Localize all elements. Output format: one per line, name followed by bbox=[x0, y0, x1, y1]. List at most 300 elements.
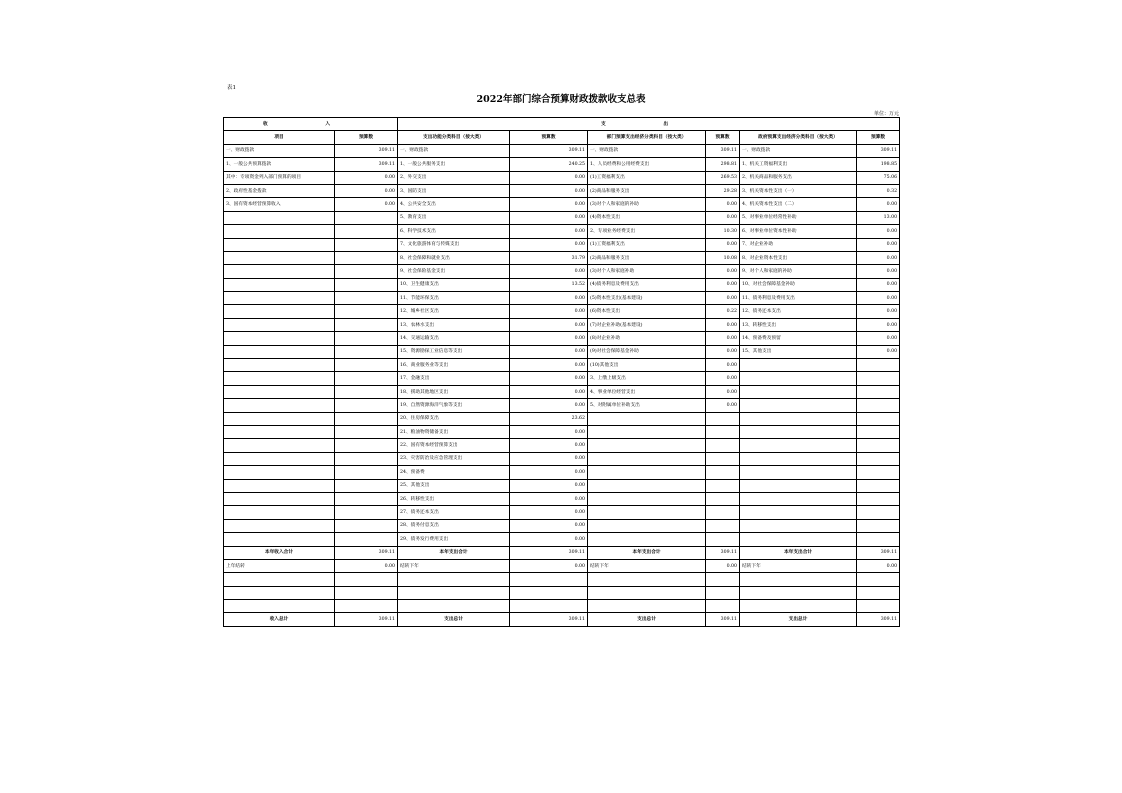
cell-gov-budget: 0.00 bbox=[857, 345, 900, 358]
cell-income-budget bbox=[335, 586, 398, 599]
cell-dept-budget: 309.11 bbox=[706, 613, 740, 626]
cell-income-item: 3、国有资本经营预算收入 bbox=[224, 198, 335, 211]
cell-income-item bbox=[224, 385, 335, 398]
cell-income-budget bbox=[335, 533, 398, 546]
cell-func-item: 27、债务还本支出 bbox=[398, 506, 510, 519]
cell-dept-item: (6)资本性支出 bbox=[588, 305, 706, 318]
cell-dept-budget: 0.00 bbox=[706, 359, 740, 372]
cell-gov-item bbox=[740, 533, 857, 546]
cell-dept-item: (7)对企业补助(基本建设) bbox=[588, 318, 706, 331]
cell-income-item bbox=[224, 238, 335, 251]
cell-func-item: 26、转移性支出 bbox=[398, 492, 510, 505]
cell-dept-item: 3、上缴上级支出 bbox=[588, 372, 706, 385]
cell-dept-item bbox=[588, 425, 706, 438]
cell-income-item: 本年收入合计 bbox=[224, 546, 335, 559]
cell-dept-item: 结转下年 bbox=[588, 559, 706, 572]
cell-dept-budget bbox=[706, 600, 740, 613]
cell-func-budget: 0.00 bbox=[510, 452, 588, 465]
cell-func-item: 25、其他支出 bbox=[398, 479, 510, 492]
table-row bbox=[224, 452, 900, 465]
cell-dept-item: (1)工资福利支出 bbox=[588, 171, 706, 184]
cell-income-budget bbox=[335, 225, 398, 238]
cell-income-item: 2、政府性基金拨款 bbox=[224, 184, 335, 197]
cell-func-budget: 0.00 bbox=[510, 332, 588, 345]
cell-dept-budget: 0.00 bbox=[706, 372, 740, 385]
cell-dept-item: 1、人员经费和公用经费支出 bbox=[588, 158, 706, 171]
cell-func-item: 1、一般公共服务支出 bbox=[398, 158, 510, 171]
cell-func-budget: 0.00 bbox=[510, 466, 588, 479]
cell-income-budget bbox=[335, 412, 398, 425]
cell-dept-item: (2)商品和服务支出 bbox=[588, 251, 706, 264]
cell-dept-budget bbox=[706, 466, 740, 479]
cell-income-budget bbox=[335, 399, 398, 412]
cell-income-budget bbox=[335, 211, 398, 224]
cell-income-item bbox=[224, 600, 335, 613]
cell-func-budget: 0.00 bbox=[510, 385, 588, 398]
cell-income-budget bbox=[335, 305, 398, 318]
table-row bbox=[224, 385, 900, 398]
cell-dept-item: (4)资本性支出 bbox=[588, 211, 706, 224]
cell-gov-budget bbox=[857, 399, 900, 412]
cell-income-budget: 0.00 bbox=[335, 198, 398, 211]
table-row bbox=[224, 211, 900, 224]
cell-dept-item bbox=[588, 506, 706, 519]
cell-dept-budget: 0.00 bbox=[706, 265, 740, 278]
cell-gov-budget bbox=[857, 425, 900, 438]
table-row bbox=[224, 251, 900, 264]
cell-gov-item: 15、其他支出 bbox=[740, 345, 857, 358]
cell-dept-item: (9)对社会保障基金补助 bbox=[588, 345, 706, 358]
cell-income-item bbox=[224, 359, 335, 372]
cell-gov-item bbox=[740, 359, 857, 372]
cell-func-budget: 23.62 bbox=[510, 412, 588, 425]
cell-gov-item: 11、债务利息及费用支出 bbox=[740, 292, 857, 305]
cell-gov-budget: 13.00 bbox=[857, 211, 900, 224]
cell-gov-budget: 0.00 bbox=[857, 198, 900, 211]
cell-dept-budget: 0.00 bbox=[706, 292, 740, 305]
cell-dept-budget: 0.00 bbox=[706, 198, 740, 211]
cell-gov-item bbox=[740, 399, 857, 412]
cell-func-budget: 0.00 bbox=[510, 359, 588, 372]
cell-income-budget bbox=[335, 506, 398, 519]
cell-dept-budget bbox=[706, 533, 740, 546]
cell-income-item bbox=[224, 506, 335, 519]
cell-func-budget: 0.00 bbox=[510, 225, 588, 238]
cell-func-budget: 309.11 bbox=[510, 613, 588, 626]
cell-income-item bbox=[224, 533, 335, 546]
cell-income-item: 收入总计 bbox=[224, 613, 335, 626]
cell-gov-item bbox=[740, 385, 857, 398]
table-row bbox=[224, 533, 900, 546]
empty-row bbox=[224, 573, 900, 586]
cell-dept-budget: 10.08 bbox=[706, 251, 740, 264]
col-dept-budget: 预算数 bbox=[706, 131, 740, 144]
cell-gov-budget bbox=[857, 506, 900, 519]
cell-dept-budget bbox=[706, 492, 740, 505]
cell-func-item: 13、农林水支出 bbox=[398, 318, 510, 331]
cell-income-budget bbox=[335, 238, 398, 251]
cell-income-budget bbox=[335, 292, 398, 305]
cell-func-budget: 309.11 bbox=[510, 546, 588, 559]
cell-func-budget: 0.00 bbox=[510, 399, 588, 412]
cell-dept-budget bbox=[706, 412, 740, 425]
cell-dept-budget bbox=[706, 439, 740, 452]
col-gov-budget: 预算数 bbox=[857, 131, 900, 144]
col-income-budget: 预算数 bbox=[335, 131, 398, 144]
cell-gov-budget: 0.00 bbox=[857, 332, 900, 345]
cell-func-item bbox=[398, 586, 510, 599]
cell-gov-item bbox=[740, 466, 857, 479]
empty-row bbox=[224, 600, 900, 613]
cell-func-budget: 0.00 bbox=[510, 479, 588, 492]
cell-func-item: 支出总计 bbox=[398, 613, 510, 626]
cell-func-item: 11、节能环保支出 bbox=[398, 292, 510, 305]
table-row bbox=[224, 359, 900, 372]
cell-dept-item bbox=[588, 439, 706, 452]
cell-func-item: 结转下年 bbox=[398, 559, 510, 572]
table-row bbox=[224, 292, 900, 305]
cell-func-budget: 31.79 bbox=[510, 251, 588, 264]
cell-gov-item bbox=[740, 439, 857, 452]
empty-row bbox=[224, 586, 900, 599]
cell-income-budget bbox=[335, 318, 398, 331]
cell-gov-budget: 0.00 bbox=[857, 292, 900, 305]
cell-func-item: 7、文化旅游体育与传媒支出 bbox=[398, 238, 510, 251]
cell-dept-item: (5)资本性支出(基本建设) bbox=[588, 292, 706, 305]
cell-dept-item bbox=[588, 533, 706, 546]
expense-group-header: 支 出 bbox=[398, 118, 900, 131]
cell-income-budget bbox=[335, 573, 398, 586]
cell-dept-item bbox=[588, 586, 706, 599]
cell-gov-budget bbox=[857, 519, 900, 532]
cell-func-budget: 13.52 bbox=[510, 278, 588, 291]
table-row bbox=[224, 332, 900, 345]
cell-dept-item: 5、对附属单位补助支出 bbox=[588, 399, 706, 412]
table-row bbox=[224, 305, 900, 318]
cell-income-item bbox=[224, 278, 335, 291]
table-row bbox=[224, 399, 900, 412]
cell-income-budget bbox=[335, 466, 398, 479]
cell-dept-budget: 10.30 bbox=[706, 225, 740, 238]
cell-func-item: 18、援助其他地区支出 bbox=[398, 385, 510, 398]
cell-gov-budget bbox=[857, 492, 900, 505]
cell-dept-budget: 0.00 bbox=[706, 318, 740, 331]
cell-income-item bbox=[224, 318, 335, 331]
cell-income-budget bbox=[335, 479, 398, 492]
table-row bbox=[224, 439, 900, 452]
cell-func-item: 6、科学技术支出 bbox=[398, 225, 510, 238]
cell-income-budget bbox=[335, 519, 398, 532]
cell-gov-item bbox=[740, 519, 857, 532]
cell-income-item bbox=[224, 265, 335, 278]
cell-func-budget: 309.11 bbox=[510, 144, 588, 157]
budget-summary-table bbox=[223, 117, 900, 627]
cell-func-item: 2、外交支出 bbox=[398, 171, 510, 184]
cell-gov-item bbox=[740, 573, 857, 586]
cell-gov-item bbox=[740, 372, 857, 385]
cell-func-budget: 0.00 bbox=[510, 559, 588, 572]
cell-gov-budget: 0.32 bbox=[857, 184, 900, 197]
unit-label: 单位：万元 bbox=[873, 111, 899, 117]
table-row bbox=[224, 466, 900, 479]
cell-dept-item: (8)对企业补助 bbox=[588, 332, 706, 345]
cell-func-budget: 0.00 bbox=[510, 238, 588, 251]
cell-income-budget bbox=[335, 492, 398, 505]
cell-dept-budget: 309.11 bbox=[706, 144, 740, 157]
col-income-item: 项目 bbox=[224, 131, 335, 144]
cell-gov-budget: 0.00 bbox=[857, 318, 900, 331]
cell-func-item: 14、交通运输支出 bbox=[398, 332, 510, 345]
cell-gov-item bbox=[740, 412, 857, 425]
cell-income-item bbox=[224, 332, 335, 345]
cell-func-item: 4、公共安全支出 bbox=[398, 198, 510, 211]
cell-func-item: 本年支出合计 bbox=[398, 546, 510, 559]
cell-dept-item bbox=[588, 519, 706, 532]
cell-gov-budget: 0.00 bbox=[857, 225, 900, 238]
cell-dept-item: (10)其他支出 bbox=[588, 359, 706, 372]
cell-func-item: 12、城乡社区支出 bbox=[398, 305, 510, 318]
cell-gov-item bbox=[740, 492, 857, 505]
cell-dept-budget: 269.53 bbox=[706, 171, 740, 184]
cell-gov-budget bbox=[857, 439, 900, 452]
cell-income-item bbox=[224, 305, 335, 318]
cell-dept-budget bbox=[706, 586, 740, 599]
page-title: 2022年部门综合预算财政拨款收支总表 bbox=[476, 94, 646, 105]
cell-func-item: 8、社会保障和就业支出 bbox=[398, 251, 510, 264]
cell-func-budget: 0.00 bbox=[510, 198, 588, 211]
cell-gov-budget bbox=[857, 600, 900, 613]
cell-func-item: 29、债务发行费用支出 bbox=[398, 533, 510, 546]
carryover-row bbox=[224, 559, 900, 572]
cell-dept-item: (3)对个人和家庭补助 bbox=[588, 265, 706, 278]
cell-func-budget bbox=[510, 600, 588, 613]
cell-gov-item bbox=[740, 506, 857, 519]
cell-income-item bbox=[224, 466, 335, 479]
cell-gov-item: 5、对事业单位经常性补助 bbox=[740, 211, 857, 224]
cell-gov-budget bbox=[857, 586, 900, 599]
cell-dept-item: 本年支出合计 bbox=[588, 546, 706, 559]
cell-gov-budget: 0.00 bbox=[857, 265, 900, 278]
table-row bbox=[224, 144, 900, 157]
cell-func-item: 5、教育支出 bbox=[398, 211, 510, 224]
cell-dept-budget: 0.00 bbox=[706, 278, 740, 291]
col-func-budget: 预算数 bbox=[510, 131, 588, 144]
cell-dept-budget: 29.28 bbox=[706, 184, 740, 197]
cell-dept-item: 一、财政拨款 bbox=[588, 144, 706, 157]
cell-income-budget bbox=[335, 345, 398, 358]
cell-income-budget: 0.00 bbox=[335, 171, 398, 184]
cell-gov-budget bbox=[857, 385, 900, 398]
cell-gov-item: 6、对事业单位资本性补助 bbox=[740, 225, 857, 238]
cell-gov-budget bbox=[857, 372, 900, 385]
cell-gov-budget bbox=[857, 412, 900, 425]
cell-func-budget: 0.00 bbox=[510, 492, 588, 505]
cell-income-item bbox=[224, 211, 335, 224]
cell-gov-item: 2、机关商品和服务支出 bbox=[740, 171, 857, 184]
cell-income-budget: 309.11 bbox=[335, 158, 398, 171]
table-row bbox=[224, 318, 900, 331]
cell-func-budget: 0.00 bbox=[510, 506, 588, 519]
cell-gov-item: 1、机关工资福利支出 bbox=[740, 158, 857, 171]
cell-dept-budget bbox=[706, 573, 740, 586]
cell-gov-budget: 75.06 bbox=[857, 171, 900, 184]
cell-gov-budget bbox=[857, 359, 900, 372]
cell-income-item: 1、一般公共预算拨款 bbox=[224, 158, 335, 171]
cell-income-item bbox=[224, 345, 335, 358]
table-row bbox=[224, 345, 900, 358]
cell-func-item: 24、预备费 bbox=[398, 466, 510, 479]
table-row bbox=[224, 492, 900, 505]
cell-dept-budget: 298.81 bbox=[706, 158, 740, 171]
table-row bbox=[224, 519, 900, 532]
cell-gov-budget: 0.00 bbox=[857, 238, 900, 251]
cell-gov-item bbox=[740, 479, 857, 492]
cell-gov-item: 9、对个人和家庭的补助 bbox=[740, 265, 857, 278]
cell-income-budget bbox=[335, 332, 398, 345]
cell-gov-item: 4、机关资本性支出（二） bbox=[740, 198, 857, 211]
cell-income-item bbox=[224, 519, 335, 532]
cell-dept-budget: 0.00 bbox=[706, 399, 740, 412]
table-row bbox=[224, 238, 900, 251]
col-dept-category: 部门预算支出经济分类科目（按大类） bbox=[588, 131, 706, 144]
cell-func-item: 9、社会保险基金支出 bbox=[398, 265, 510, 278]
cell-gov-budget: 309.11 bbox=[857, 613, 900, 626]
cell-func-item: 28、债务付息支出 bbox=[398, 519, 510, 532]
cell-func-item: 21、粮油物资储备支出 bbox=[398, 425, 510, 438]
cell-func-item bbox=[398, 600, 510, 613]
cell-func-budget: 0.00 bbox=[510, 425, 588, 438]
cell-dept-item bbox=[588, 573, 706, 586]
cell-gov-item: 支出总计 bbox=[740, 613, 857, 626]
cell-dept-budget bbox=[706, 452, 740, 465]
cell-dept-item: 4、事业单位经营支出 bbox=[588, 385, 706, 398]
table-number-label: 表1 bbox=[227, 85, 236, 91]
cell-dept-item: (4)债务利息及费用支出 bbox=[588, 278, 706, 291]
cell-gov-budget: 309.11 bbox=[857, 546, 900, 559]
cell-func-budget: 0.00 bbox=[510, 305, 588, 318]
cell-func-budget: 0.00 bbox=[510, 171, 588, 184]
cell-income-budget bbox=[335, 278, 398, 291]
cell-income-item bbox=[224, 372, 335, 385]
cell-income-budget: 309.11 bbox=[335, 613, 398, 626]
cell-func-budget: 0.00 bbox=[510, 318, 588, 331]
cell-dept-budget: 0.00 bbox=[706, 211, 740, 224]
cell-income-budget bbox=[335, 251, 398, 264]
cell-income-budget bbox=[335, 385, 398, 398]
table-row bbox=[224, 225, 900, 238]
cell-gov-item: 结转下年 bbox=[740, 559, 857, 572]
table-row bbox=[224, 412, 900, 425]
cell-dept-item bbox=[588, 600, 706, 613]
cell-func-item: 19、自然资源海洋气象等支出 bbox=[398, 399, 510, 412]
cell-dept-item: 支出总计 bbox=[588, 613, 706, 626]
cell-gov-item bbox=[740, 586, 857, 599]
subtotal-row bbox=[224, 546, 900, 559]
cell-func-budget: 0.00 bbox=[510, 345, 588, 358]
table-row bbox=[224, 158, 900, 171]
cell-income-item bbox=[224, 425, 335, 438]
cell-gov-item: 13、转移性支出 bbox=[740, 318, 857, 331]
cell-dept-budget bbox=[706, 425, 740, 438]
cell-dept-budget: 309.11 bbox=[706, 546, 740, 559]
cell-income-budget: 309.11 bbox=[335, 144, 398, 157]
cell-dept-item bbox=[588, 492, 706, 505]
table-row bbox=[224, 425, 900, 438]
group-header-row bbox=[224, 118, 900, 131]
table-row bbox=[224, 171, 900, 184]
grand-total-row bbox=[224, 613, 900, 626]
cell-income-item bbox=[224, 292, 335, 305]
cell-func-budget: 0.00 bbox=[510, 211, 588, 224]
cell-dept-item bbox=[588, 466, 706, 479]
cell-income-item bbox=[224, 573, 335, 586]
cell-func-item: 22、国有资本经营预算支出 bbox=[398, 439, 510, 452]
cell-income-item bbox=[224, 412, 335, 425]
cell-gov-budget bbox=[857, 573, 900, 586]
col-gov-category: 政府预算支出经济分类科目（按大类） bbox=[740, 131, 857, 144]
cell-gov-budget: 198.85 bbox=[857, 158, 900, 171]
cell-gov-budget: 309.11 bbox=[857, 144, 900, 157]
cell-income-budget bbox=[335, 265, 398, 278]
cell-func-budget bbox=[510, 573, 588, 586]
cell-func-budget: 0.00 bbox=[510, 519, 588, 532]
cell-dept-item bbox=[588, 412, 706, 425]
cell-gov-item: 12、债务还本支出 bbox=[740, 305, 857, 318]
cell-dept-budget: 0.00 bbox=[706, 332, 740, 345]
cell-gov-item: 本年支出合计 bbox=[740, 546, 857, 559]
table-row bbox=[224, 198, 900, 211]
cell-gov-item: 一、财政拨款 bbox=[740, 144, 857, 157]
cell-func-item: 20、住房保障支出 bbox=[398, 412, 510, 425]
cell-dept-budget: 0.00 bbox=[706, 559, 740, 572]
cell-gov-budget: 0.00 bbox=[857, 278, 900, 291]
cell-income-item bbox=[224, 399, 335, 412]
cell-func-item: 17、金融支出 bbox=[398, 372, 510, 385]
cell-income-budget: 0.00 bbox=[335, 184, 398, 197]
cell-func-item: 10、卫生健康支出 bbox=[398, 278, 510, 291]
cell-income-item bbox=[224, 479, 335, 492]
cell-dept-budget: 0.00 bbox=[706, 345, 740, 358]
cell-func-item: 3、国防支出 bbox=[398, 184, 510, 197]
cell-income-budget bbox=[335, 359, 398, 372]
cell-income-item bbox=[224, 586, 335, 599]
cell-gov-item: 8、对企业资本性支出 bbox=[740, 251, 857, 264]
cell-func-item: 15、资源勘探工业信息等支出 bbox=[398, 345, 510, 358]
cell-dept-item bbox=[588, 452, 706, 465]
table-row bbox=[224, 278, 900, 291]
cell-income-item bbox=[224, 452, 335, 465]
cell-dept-budget bbox=[706, 519, 740, 532]
table-row bbox=[224, 479, 900, 492]
cell-func-budget bbox=[510, 586, 588, 599]
cell-income-budget: 0.00 bbox=[335, 559, 398, 572]
table-row bbox=[224, 265, 900, 278]
cell-gov-budget: 0.00 bbox=[857, 251, 900, 264]
cell-func-budget: 0.00 bbox=[510, 439, 588, 452]
cell-gov-item: 3、机关资本性支出（一） bbox=[740, 184, 857, 197]
cell-gov-item bbox=[740, 600, 857, 613]
cell-gov-item: 14、预备费及预留 bbox=[740, 332, 857, 345]
cell-func-budget: 0.00 bbox=[510, 265, 588, 278]
cell-income-item bbox=[224, 225, 335, 238]
cell-gov-item: 7、对企业补助 bbox=[740, 238, 857, 251]
cell-func-item: 16、商业服务业等支出 bbox=[398, 359, 510, 372]
cell-income-budget: 309.11 bbox=[335, 546, 398, 559]
cell-income-item: 其中：专项资金列入部门预算的项目 bbox=[224, 171, 335, 184]
cell-income-item bbox=[224, 439, 335, 452]
cell-income-budget bbox=[335, 452, 398, 465]
cell-income-item: 上年结转 bbox=[224, 559, 335, 572]
